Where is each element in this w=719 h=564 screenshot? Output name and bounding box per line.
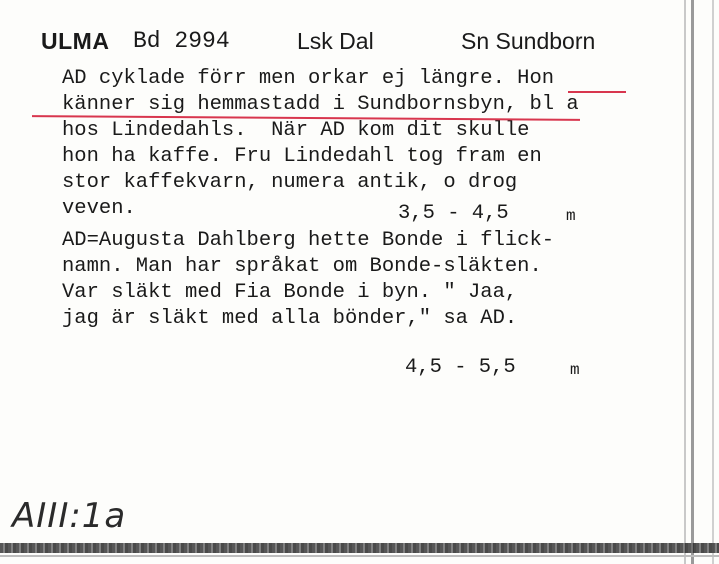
- text-line: AD cyklade förr men orkar ej längre. Hon: [62, 67, 555, 90]
- text-line: namn. Man har språkat om Bonde-släkten.: [62, 255, 542, 278]
- text-line: hos Lindedahls. När AD kom dit skulle: [62, 119, 530, 142]
- text-line: hon ha kaffe. Fru Lindedahl tog fram en: [62, 145, 542, 168]
- red-underline: [568, 91, 626, 93]
- depth-unit: m: [566, 207, 576, 225]
- depth-unit: m: [570, 361, 580, 379]
- volume-number: Bd 2994: [133, 28, 230, 54]
- text-line: veven.: [62, 197, 136, 220]
- card-bottom-edge: [0, 543, 719, 553]
- text-line: stor kaffekvarn, numera antik, o drog: [62, 171, 518, 194]
- text-line: AD=Augusta Dahlberg hette Bonde i flick-: [62, 229, 555, 252]
- card-edge-line: [684, 0, 686, 564]
- text-line: Var släkt med Fia Bonde i byn. " Jaa,: [62, 281, 518, 304]
- depth-range: 3,5 - 4,5: [398, 202, 509, 225]
- handwritten-reference: AIII:1a: [12, 496, 127, 536]
- card-edge-line: [712, 0, 714, 564]
- archive-code: ULMA: [41, 28, 110, 54]
- card-bottom-edge: [0, 555, 719, 557]
- landskap-field: Lsk Dal: [297, 28, 374, 54]
- text-line: känner sig hemmastadd i Sundbornsbyn, bl a: [62, 93, 579, 116]
- depth-range: 4,5 - 5,5: [405, 356, 516, 379]
- socken-field: Sn Sundborn: [461, 28, 596, 54]
- card-edge-line: [691, 0, 694, 564]
- text-line: jag är släkt med alla bönder," sa AD.: [62, 307, 518, 330]
